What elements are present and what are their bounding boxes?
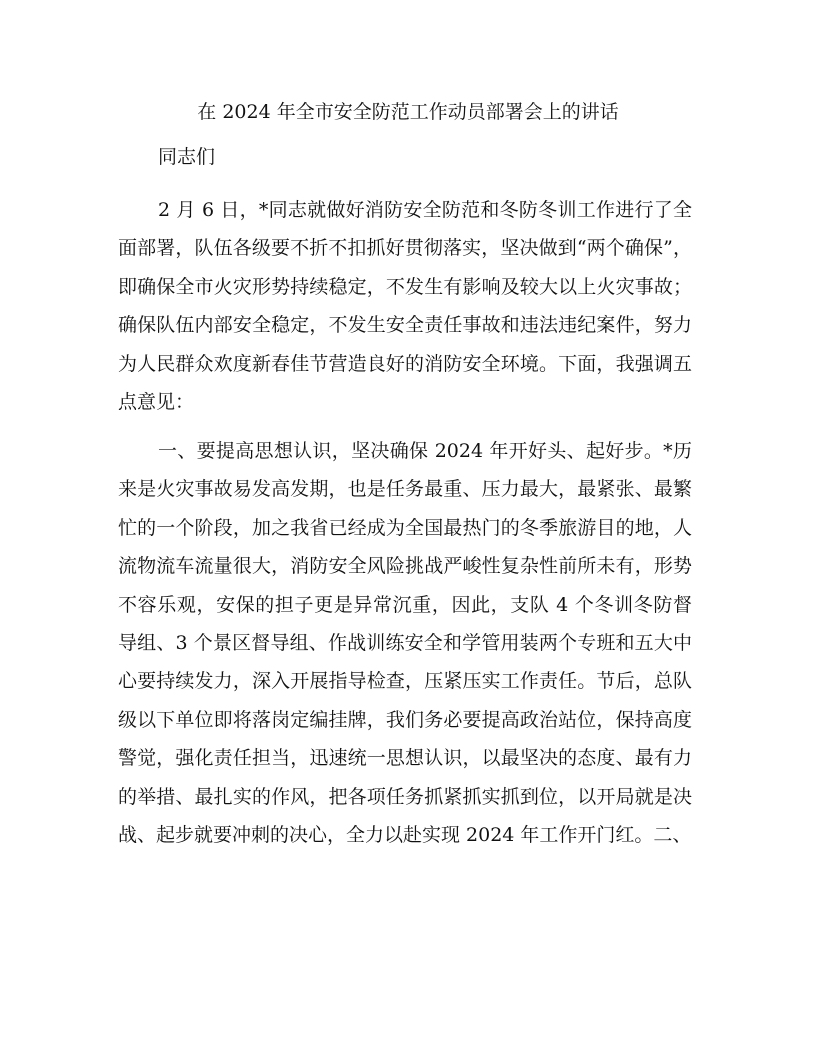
salutation: 同志们 <box>158 146 216 168</box>
paragraph-intro: 2 月 6 日，*同志就做好消防安全防范和冬防冬训工作进行了全面部署，队伍各级要不折不扣抓好贯彻落实，坚决做到“两个确保”，即确保全市火灾形势持续稳定，不发生有影响及较大以上火灾事故；确保队伍内部安全稳定，不发生安全责任事故和违法违纪案件，努力为人民群众欢度新春佳节营造良好的消防安全环境。下面，我强调五点意见： <box>118 199 692 414</box>
document-title: 在 2024 年全市安全防范工作动员部署会上的讲话 <box>197 101 619 123</box>
paragraph-point-one: 一、要提高思想认识，坚决确保 2024 年开好头、起好步。*历来是火灾事故易发高发期，也是任务最重、压力最大，最紧张、最繁忙的一个阶段，加之我省已经成为全国最热门的冬季旅游目的地，人流物流车流量很大，消防安全风险挑战严峻性复杂性前所未有，形势不容乐观，安保的担子更是异常沉重，因此，支队 4 个冬训冬防督导组、3 个景区督导组、作战训练安全和学管用装两个专班和五大中心要持续发力，深入开展指导检查，压紧压实工作责任。节后，总队级以下单位即将落岗定编挂牌，我们务必要提高政治站位，保持高度警觉，强化责任担当，迅速统一思想认识，以最坚决的态度、最有力的举措、最扎实的作风，把各项任务抓紧抓实抓到位，以开局就是决战、起步就要冲刺的决心，全力以赴实现 2024 年工作开门红。二、 <box>118 440 692 847</box>
